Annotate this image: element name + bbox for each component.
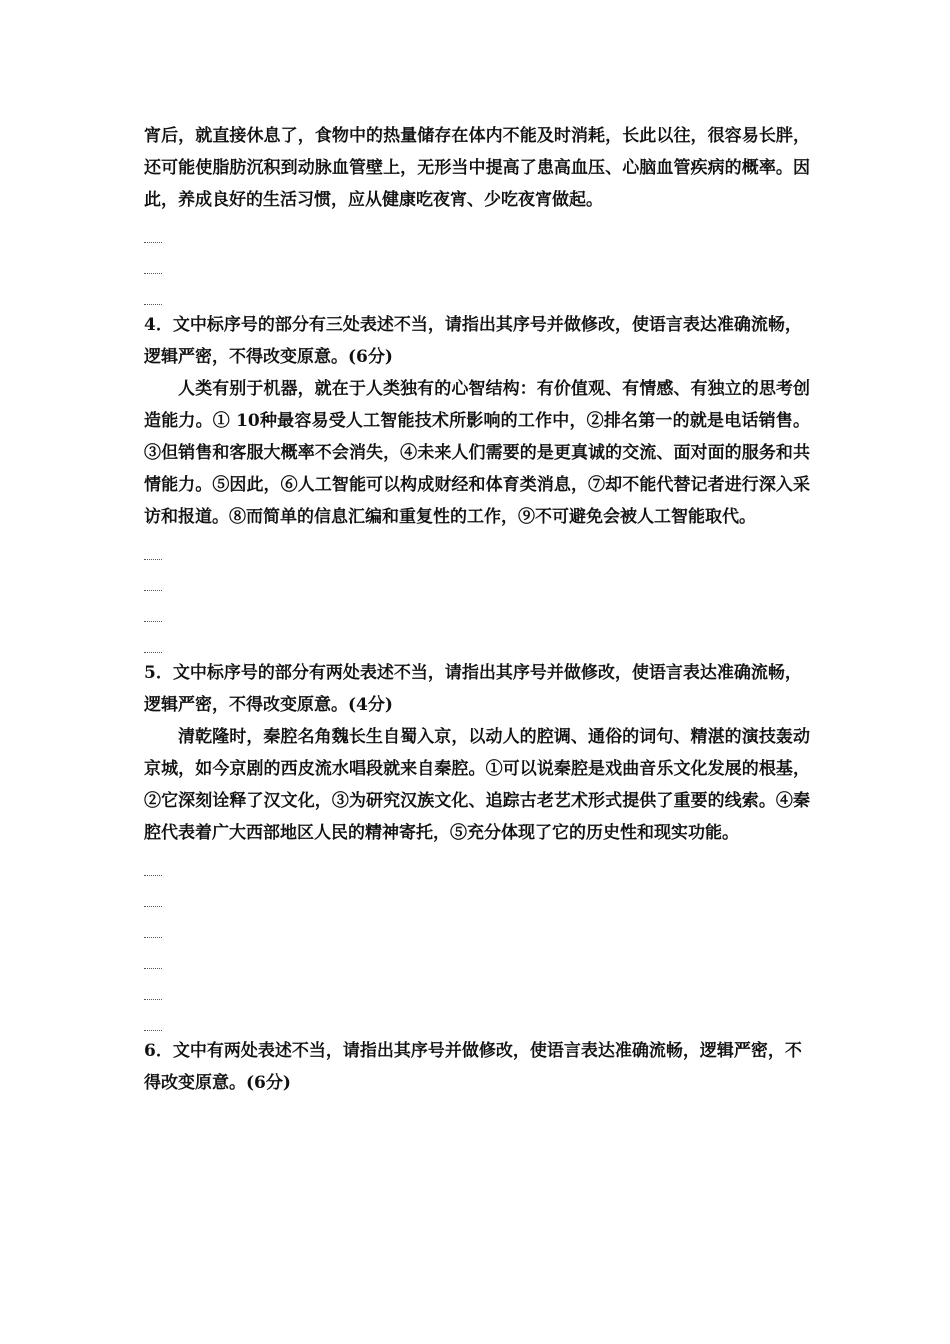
answer-line[interactable] (144, 533, 810, 564)
answer-line[interactable] (144, 564, 810, 595)
answer-line[interactable] (144, 626, 810, 657)
answer-line[interactable] (144, 911, 810, 942)
answer-line[interactable] (144, 1004, 810, 1035)
answer-line[interactable] (144, 849, 810, 880)
question-5-prompt: 5．文中标序号的部分有两处表述不当，请指出其序号并做修改，使语言表达准确流畅，逻辑严密，不得改变原意。(4分) (144, 663, 802, 715)
question-4-prompt: 4．文中标序号的部分有三处表述不当，请指出其序号并做修改，使语言表达准确流畅，逻辑严密，不得改变原意。(6分) (144, 315, 802, 367)
question-4-passage: 人类有别于机器，就在于人类独有的心智结构：有价值观、有情感、有独立的思考创造能力。① 10种最容易受人工智能技术所影响的工作中，②排名第一的就是电话销售。③但销售和客服大概率不会消失，④未来人们需要的是更真诚的交流、面对面的服务和共情能力。⑤因此，⑥人工智能可以构成财经和体育类消息，⑦却不能代替记者进行深入采访和报道。⑧而简单的信息汇编和重复性的工作，⑨不可避免会被人工智能取代。 (144, 379, 810, 527)
answer-line[interactable] (144, 942, 810, 973)
answer-line[interactable] (144, 973, 810, 1004)
question-5-passage: 清乾隆时，秦腔名角魏长生自蜀入京，以动人的腔调、通俗的词句、精湛的演技轰动京城，如今京剧的西皮流水唱段就来自秦腔。①可以说秦腔是戏曲音乐文化发展的根基，②它深刻诠释了汉文化，③为研究汉族文化、追踪古老艺术形式提供了重要的线索。④秦腔代表着广大西部地区人民的精神寄托，⑤充分体现了它的历史性和现实功能。 (144, 727, 810, 843)
answer-line[interactable] (144, 880, 810, 911)
answer-line[interactable] (144, 216, 810, 247)
answer-line[interactable] (144, 247, 810, 278)
answer-line[interactable] (144, 595, 810, 626)
answer-line[interactable] (144, 278, 810, 309)
question-6-prompt: 6．文中有两处表述不当，请指出其序号并做修改，使语言表达准确流畅，逻辑严密，不得改变原意。(6分) (144, 1041, 802, 1093)
intro-paragraph: 宵后，就直接休息了，食物中的热量储存在体内不能及时消耗，长此以往，很容易长胖，还可能使脂肪沉积到动脉血管壁上，无形当中提高了患高血压、心脑血管疾病的概率。因此，养成良好的生活习惯，应从健康吃夜宵、少吃夜宵做起。 (144, 126, 810, 210)
document-page (144, 120, 810, 1099)
